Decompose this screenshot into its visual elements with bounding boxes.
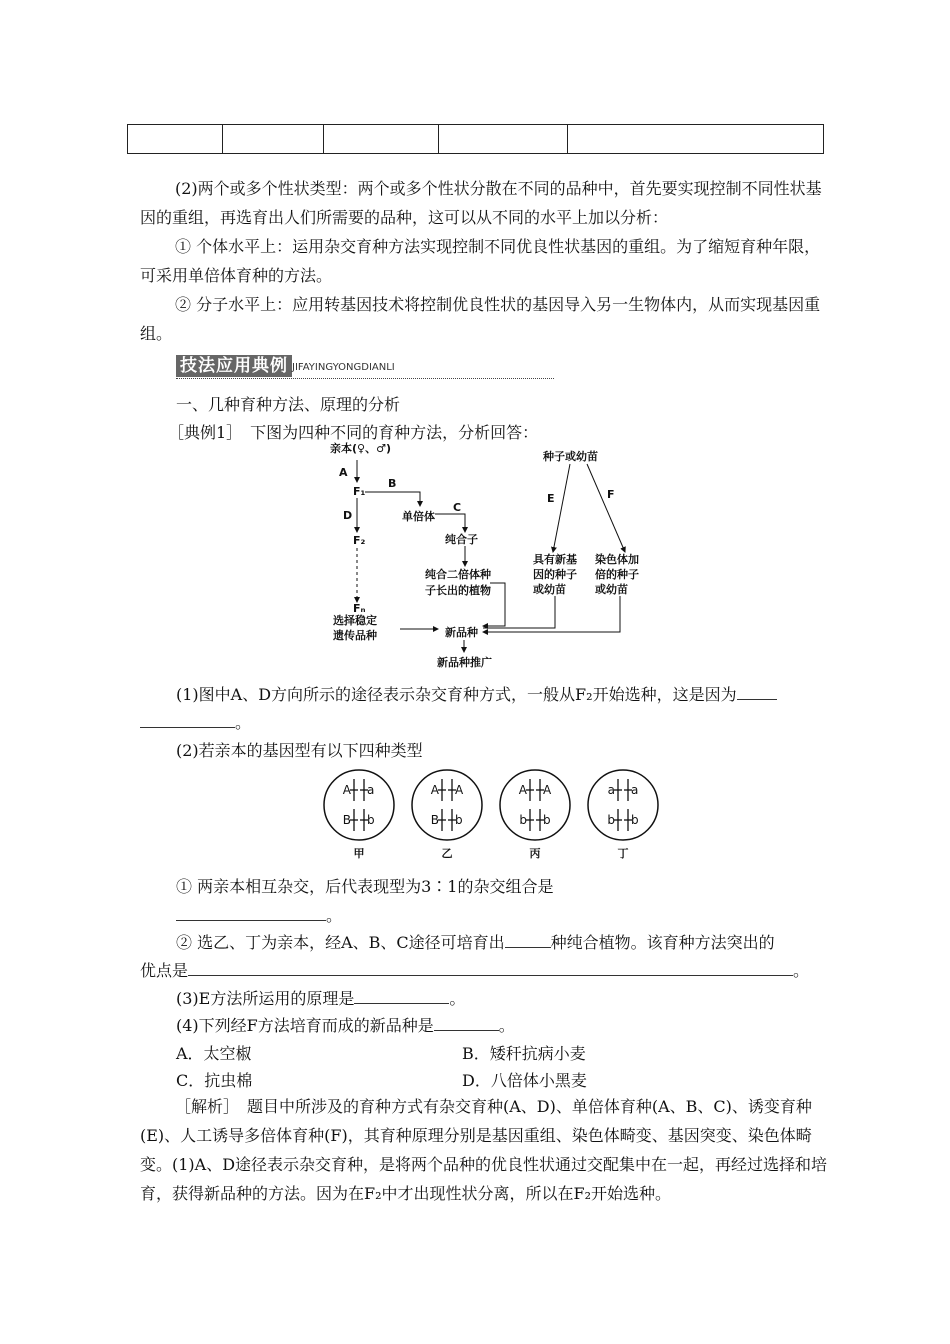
cell-outline <box>500 770 570 840</box>
question-2b-text2: 种纯合植物。该育种方法突出的 <box>550 933 775 952</box>
option-a[interactable]: A．太空椒 <box>176 1044 252 1063</box>
question-2b-cont <box>140 958 809 981</box>
answer-blank[interactable] <box>354 989 449 1004</box>
label-gene3: 或幼苗 <box>533 583 566 596</box>
question-2a-answer <box>176 903 342 926</box>
section-heading: 一、几种育种方法、原理的分析 <box>176 395 401 414</box>
allele-label: A <box>430 783 439 797</box>
label-chr2: 倍的种子 <box>595 568 639 581</box>
paragraph-type2: (2)两个或多个性状类型：两个或多个性状分散在不同的品种中，首先要实现控制不同性状基因的重组，再选育出人们所需要的品种，这可以从不同的水平上加以分析： <box>140 179 822 227</box>
allele-label: b <box>367 813 375 827</box>
answer-blank[interactable] <box>737 685 777 700</box>
label-pureplant2: 子长出的植物 <box>425 584 491 597</box>
allele-label: B <box>430 813 439 827</box>
label-pure: 纯合子 <box>445 533 478 546</box>
table-cell <box>324 125 439 154</box>
label-C: C <box>453 501 462 514</box>
label-B: B <box>388 477 397 490</box>
label-parent: 亲本(♀、♂) <box>330 442 391 455</box>
label-gene1: 具有新基 <box>533 553 577 566</box>
answer-blank[interactable] <box>176 906 326 921</box>
section-banner: 技法应用典例 <box>176 355 292 377</box>
label-chr3: 或幼苗 <box>595 583 628 596</box>
table-cell <box>439 125 568 154</box>
option-b[interactable]: B．矮秆抗病小麦 <box>462 1044 586 1063</box>
question-2a: ① 两亲本相互杂交，后代表现型为3∶1的杂交组合是 <box>176 877 554 896</box>
label-promote: 新品种推广 <box>437 656 492 669</box>
breeding-diagram <box>325 440 655 670</box>
allele-label: b <box>543 813 551 827</box>
allele-label: b <box>519 813 527 827</box>
allele-label: b <box>631 813 639 827</box>
question-2: (2)若亲本的基因型有以下四种类型 <box>176 741 423 760</box>
label-select2: 遗传品种 <box>333 629 377 642</box>
label-newvar: 新品种 <box>445 626 478 639</box>
cell-name: 丙 <box>529 847 541 860</box>
cell-name: 丁 <box>617 847 629 860</box>
banner-divider <box>176 378 554 379</box>
genotype-cell-3 <box>500 770 570 860</box>
label-pureplant1: 纯合二倍体种 <box>425 568 491 581</box>
label-select1: 选择稳定 <box>333 614 377 627</box>
genotype-cell-2 <box>412 770 482 860</box>
genotype-cells <box>322 765 662 865</box>
allele-label: a <box>607 783 615 797</box>
answer-blank[interactable] <box>434 1016 499 1031</box>
allele-label: A <box>543 783 552 797</box>
paragraph-molecular-level: ② 分子水平上：应用转基因技术将控制优良性状的基因导入另一生物体内，从而实现基因重组。 <box>140 295 821 343</box>
allele-label: A <box>455 783 464 797</box>
allele-label: B <box>342 813 351 827</box>
label-Fn: Fₙ <box>353 602 366 615</box>
question-1-text: (1)图中A、D方向所示的途径表示杂交育种方式，一般从F₂开始选种，这是因为 <box>176 685 737 704</box>
allele-label: b <box>455 813 463 827</box>
question-4-text: (4)下列经F方法培育而成的新品种是 <box>176 1016 434 1035</box>
table-cell <box>568 125 824 154</box>
allele-label: A <box>518 783 527 797</box>
cell-outline <box>588 770 658 840</box>
question-3-text: (3)E方法所运用的原理是 <box>176 989 355 1008</box>
question-2b-text: ② 选乙、丁为亲本，经A、B、C途径可培育出 <box>176 933 505 952</box>
question-2b-line2: 优点是 <box>140 961 189 980</box>
label-E: E <box>547 492 555 505</box>
question-2b <box>176 930 775 953</box>
paragraph-individual-level: ① 个体水平上：运用杂交育种方法实现控制不同优良性状基因的重组。为了缩短育种年限，可采用单倍体育种的方法。 <box>140 237 821 285</box>
label-A: A <box>339 466 348 479</box>
label-seed: 种子或幼苗 <box>543 450 598 463</box>
label-F2: F₂ <box>353 534 366 547</box>
question-3 <box>176 986 465 1009</box>
answer-blank[interactable] <box>140 713 235 728</box>
period: 。 <box>793 961 810 980</box>
table-cell <box>128 125 223 154</box>
section-banner-subtitle: JIFAYINGYONGDIANLI <box>292 362 395 373</box>
label-haploid: 单倍体 <box>402 510 435 523</box>
option-c[interactable]: C．抗虫棉 <box>176 1071 253 1090</box>
allele-label: a <box>631 783 639 797</box>
cell-outline <box>412 770 482 840</box>
label-chr1: 染色体加 <box>595 553 639 566</box>
question-1 <box>176 682 777 705</box>
label-F: F <box>607 488 615 501</box>
period: 。 <box>498 1016 515 1035</box>
analysis-paragraph: ［解析］ 题目中所涉及的育种方式有杂交育种(A、D)、单倍体育种(A、B、C)、诱变育种(E)、人工诱导多倍体育种(F)，其育种原理分别是基因重组、染色体畸变、基因突变、染色体畸变。(1)A、D途径表示杂交育种，是将两个品种的优良性状通过交配集中在一起，再经过选择和培育，获得新品种的方法。因为在F₂中才出现性状分离，所以在F₂开始选种。 <box>140 1097 828 1203</box>
answer-blank[interactable] <box>188 961 793 976</box>
label-gene2: 因的种子 <box>533 568 577 581</box>
label-F1: F₁ <box>353 485 366 498</box>
allele-label: a <box>367 783 375 797</box>
cell-name: 乙 <box>441 847 453 860</box>
period: 。 <box>326 906 343 925</box>
answer-blank[interactable] <box>505 933 551 948</box>
top-table <box>127 124 824 154</box>
period: 。 <box>235 713 252 732</box>
question-1-cont <box>140 710 251 733</box>
label-D: D <box>343 509 353 522</box>
period: 。 <box>449 989 466 1008</box>
genotype-cell-1 <box>324 770 394 860</box>
cell-name: 甲 <box>353 847 365 860</box>
cell-outline <box>324 770 394 840</box>
allele-label: b <box>607 813 615 827</box>
question-4 <box>176 1013 515 1036</box>
option-d[interactable]: D．八倍体小黑麦 <box>462 1071 587 1090</box>
allele-label: A <box>342 783 351 797</box>
example-intro: ［典例1］ 下图为四种不同的育种方法，分析回答： <box>168 423 539 442</box>
genotype-cell-4 <box>588 770 658 860</box>
table-cell <box>223 125 324 154</box>
